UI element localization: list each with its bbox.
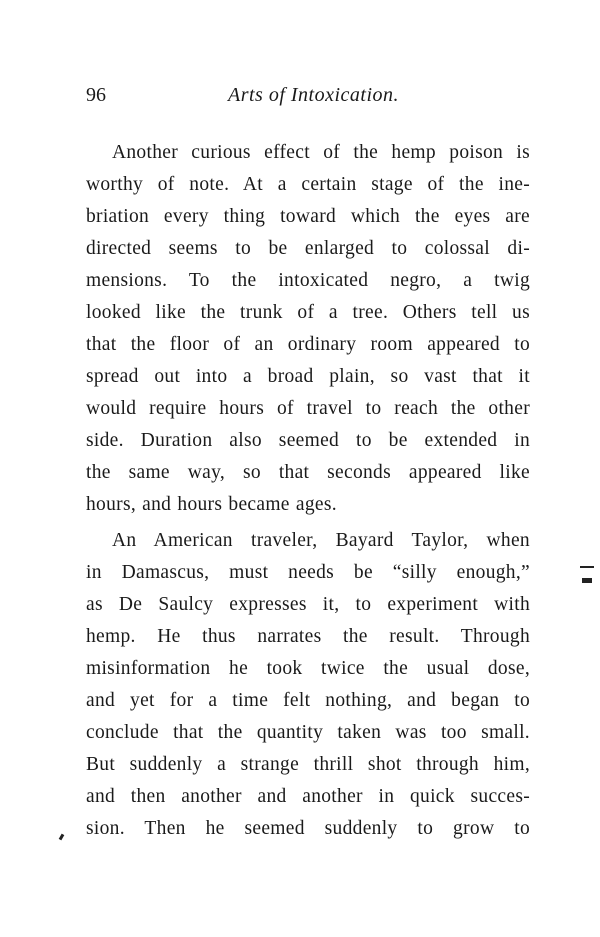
text-line: An American traveler, Bayard Taylor, when — [112, 530, 530, 551]
text-line: But suddenly a strange thrill shot through him, — [86, 754, 530, 775]
text-line: as De Saulcy expresses it, to experiment with — [86, 594, 530, 615]
text-line: mensions. To the intoxicated negro, a twig — [86, 270, 530, 291]
page-body — [86, 137, 530, 845]
text-line: that the floor of an ordinary room appeared to — [86, 334, 530, 355]
text-line: would require hours of travel to reach the other — [86, 398, 530, 419]
text-line: directed seems to be enlarged to colossal di- — [86, 238, 530, 259]
text-line: side. Duration also seemed to be extended in — [86, 430, 530, 451]
running-header — [86, 84, 530, 110]
text-line: the same way, so that seconds appeared like — [86, 462, 530, 483]
text-line: Another curious effect of the hemp poison is — [112, 142, 530, 163]
page-number: 96 — [86, 84, 106, 106]
ink-speck — [59, 834, 65, 841]
text-line: looked like the trunk of a tree. Others tell us — [86, 302, 530, 323]
text-line: misinformation he took twice the usual dose, — [86, 658, 530, 679]
text-line: in Damascus, must needs be “silly enough,” — [86, 562, 530, 583]
margin-mark — [582, 578, 592, 583]
margin-mark — [580, 566, 594, 568]
text-line: and yet for a time felt nothing, and began to — [86, 690, 530, 711]
text-line: conclude that the quantity taken was too small. — [86, 722, 530, 743]
text-line: sion. Then he seemed suddenly to grow to — [86, 818, 530, 839]
running-title: Arts of Intoxication. — [228, 84, 400, 106]
text-line: worthy of note. At a certain stage of the ine- — [86, 174, 530, 195]
text-line: and then another and another in quick succes- — [86, 786, 530, 807]
text-line: spread out into a broad plain, so vast that it — [86, 366, 530, 387]
text-line: briation every thing toward which the eyes are — [86, 206, 530, 227]
text-line: hemp. He thus narrates the result. Through — [86, 626, 530, 647]
text-line: hours, and hours became ages. — [86, 494, 337, 515]
